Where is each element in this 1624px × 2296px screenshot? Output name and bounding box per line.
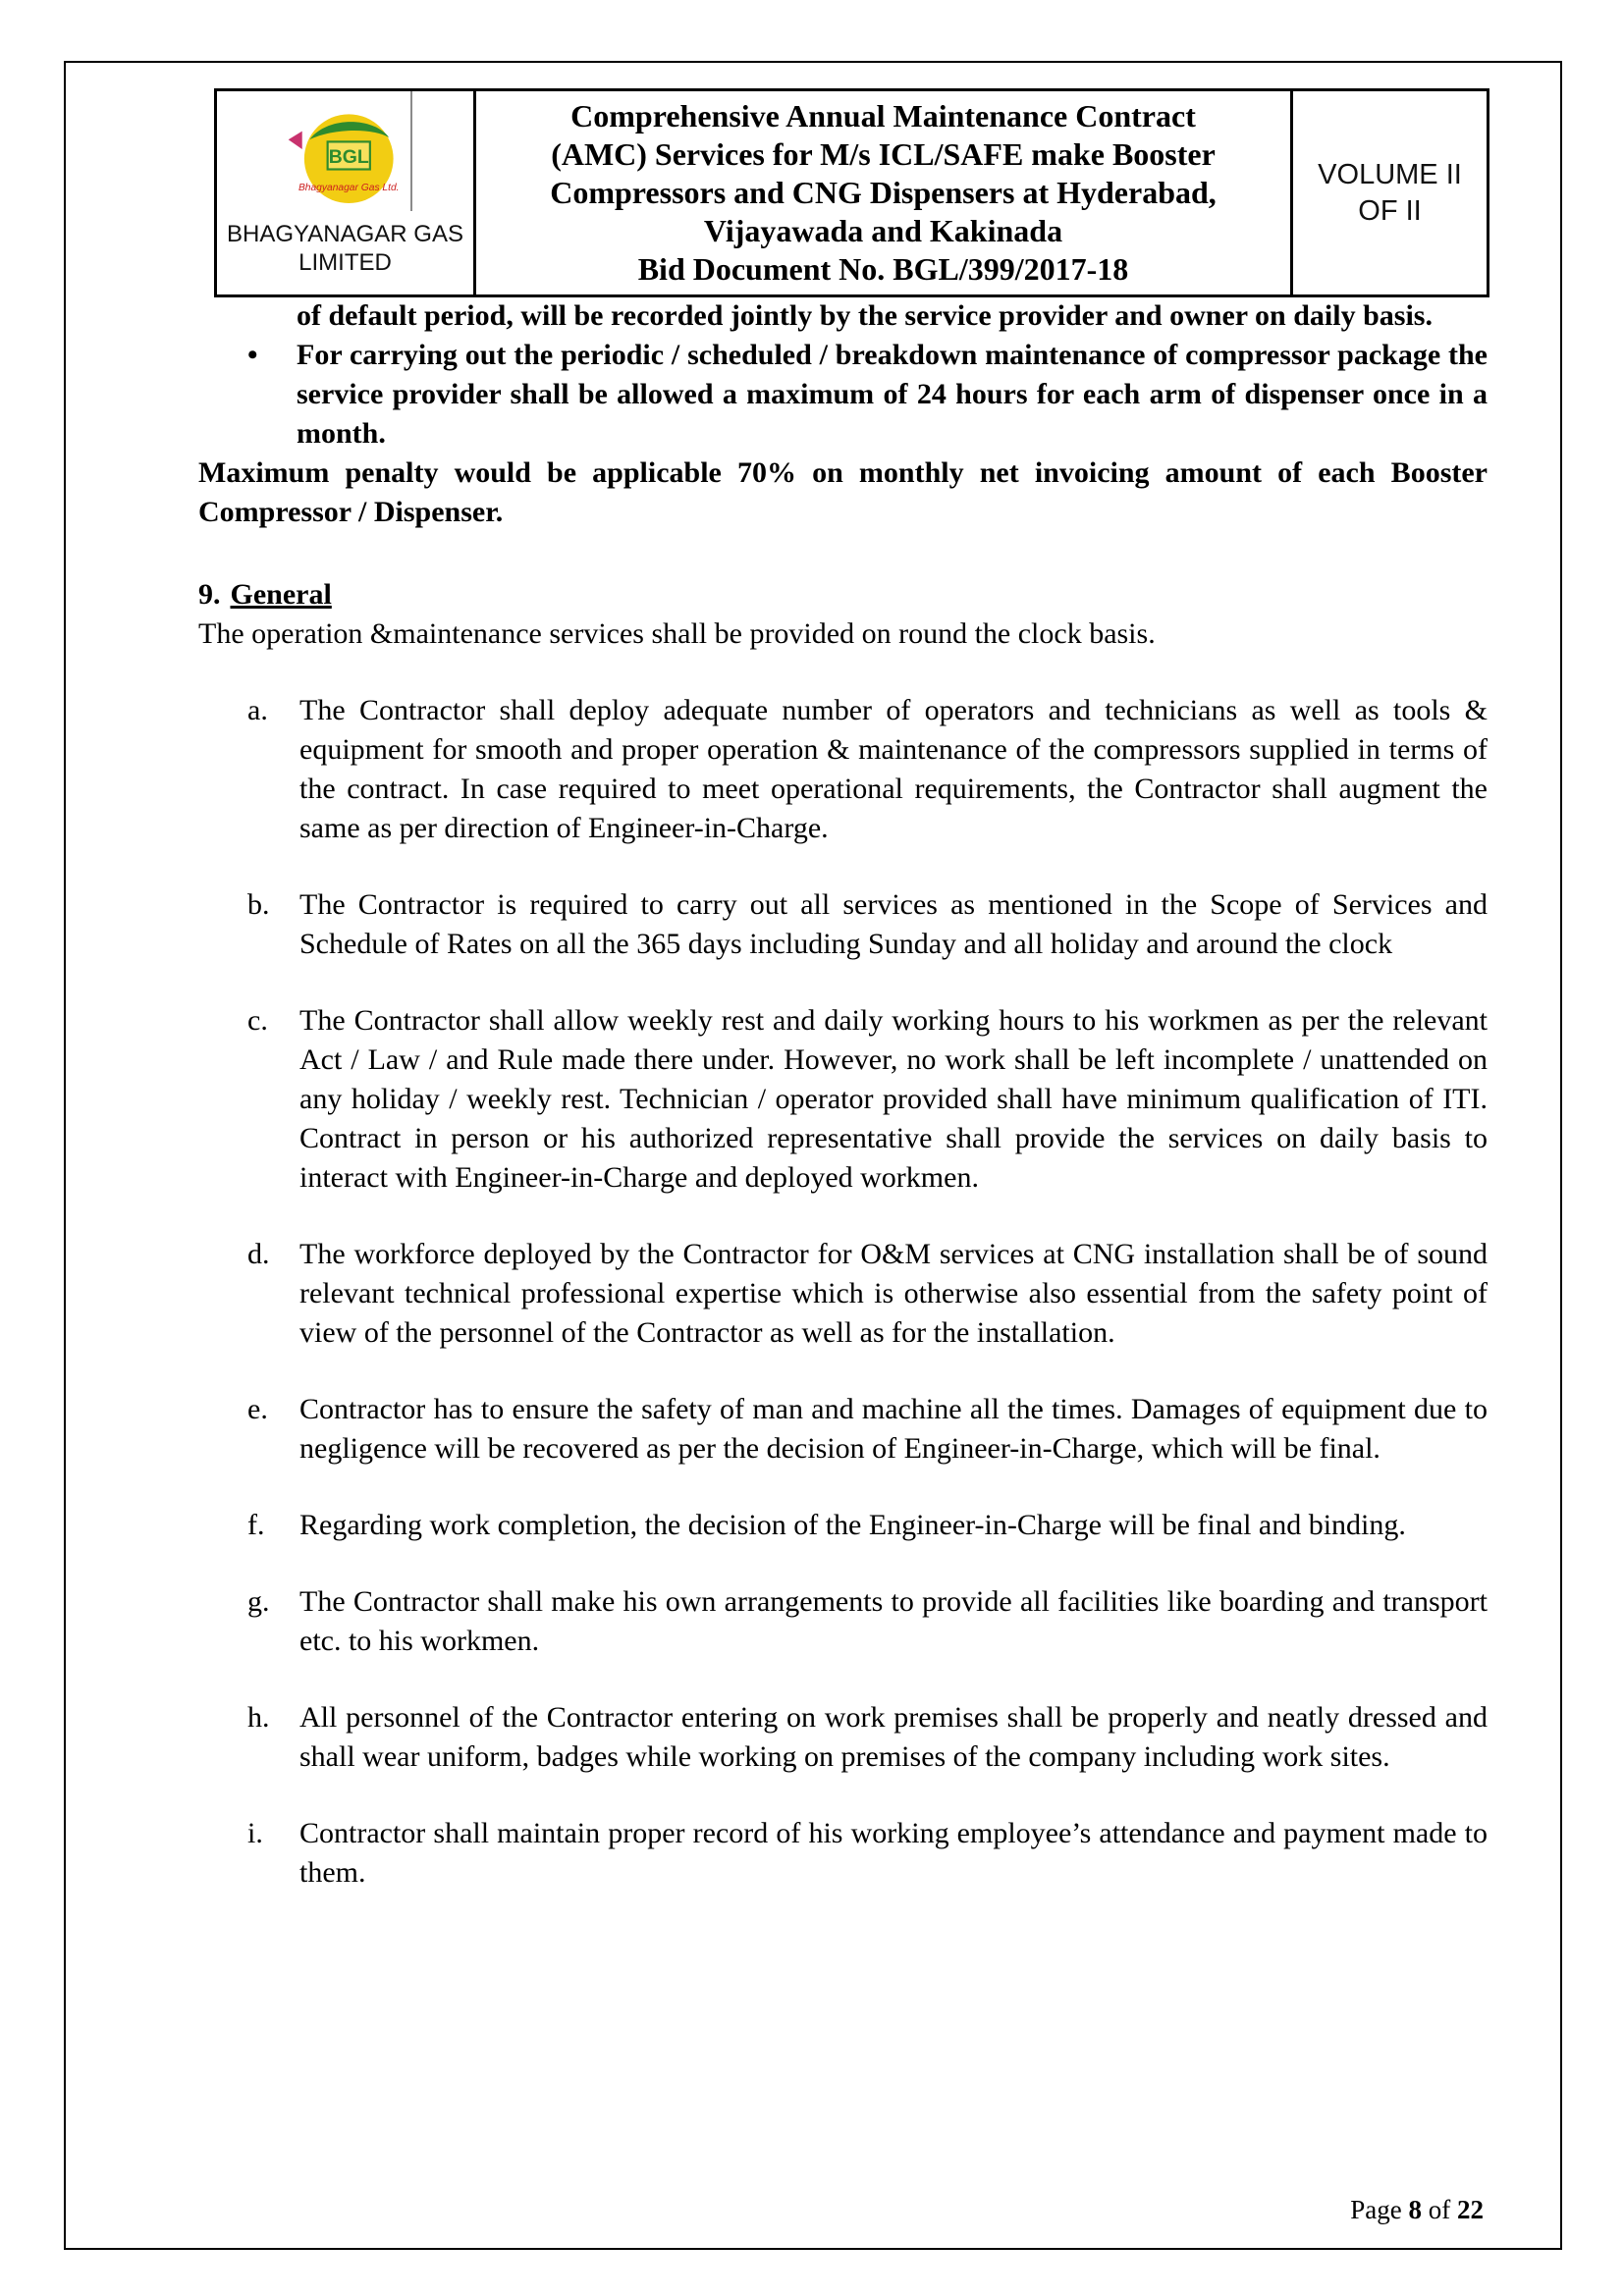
list-item-e	[198, 1390, 1488, 1468]
continuation-paragraph: of default period, will be recorded jointly by the service provider and owner on daily basis.	[297, 299, 1433, 332]
volume-line-1: VOLUME II	[1318, 158, 1462, 190]
document-body	[198, 296, 1488, 1893]
section-intro: The operation &maintenance services shall be provided on round the clock basis.	[198, 617, 1156, 650]
logo-cell	[216, 90, 475, 296]
header-divider	[410, 91, 412, 211]
company-name-line2: LIMITED	[298, 248, 392, 276]
list-letter: i.	[247, 1817, 263, 1849]
page-footer	[1350, 2193, 1484, 2226]
list-letter: a.	[247, 694, 268, 726]
list-text: The Contractor is required to carry out all services as mentioned in the Scope of Services and Schedule of Rates on all the 365 days including Sunday and all holiday and around the clock	[299, 888, 1488, 960]
list-text: The Contractor shall deploy adequate number of operators and technicians as well as tools & equipment for smooth and proper operation & maintenance of the compressors supplied in terms of the contract. In case required to meet operational requirements, the Contractor shall augment the same as per direction of Engineer-in-Charge.	[299, 694, 1488, 844]
list-text: Regarding work completion, the decision of the Engineer-in-Charge will be final and binding.	[299, 1509, 1406, 1541]
bullet-text: For carrying out the periodic / scheduled / breakdown maintenance of compressor package the service provider shall be allowed a maximum of 24 hours for each arm of dispenser once in a month.	[297, 339, 1488, 450]
footer-page-word: Page	[1350, 2195, 1402, 2224]
section-number: 9.	[198, 578, 221, 611]
list-item-d	[198, 1235, 1488, 1353]
list-item-a	[198, 691, 1488, 848]
company-name-line1: BHAGYANAGAR GAS	[227, 220, 463, 247]
title-line-2: (AMC) Services for M/s ICL/SAFE make Booster	[551, 136, 1216, 172]
title-line-1: Comprehensive Annual Maintenance Contract	[570, 98, 1196, 133]
list-item-b	[198, 885, 1488, 964]
list-text: The Contractor shall make his own arrangements to provide all facilities like boarding and transport etc. to his workmen.	[299, 1585, 1488, 1657]
footer-page-number: 8	[1408, 2195, 1422, 2224]
list-text: Contractor has to ensure the safety of man and machine all the times. Damages of equipment due to negligence will be recovered as per the decision of Engineer-in-Charge, which will be final.	[299, 1393, 1488, 1465]
volume-line-2: OF II	[1358, 194, 1422, 227]
list-letter: g.	[247, 1585, 270, 1618]
list-item-h	[198, 1698, 1488, 1777]
logo-acronym: BGL	[328, 145, 369, 168]
footer-total-pages: 22	[1457, 2195, 1484, 2224]
list-letter: f.	[247, 1509, 265, 1541]
list-letter: d.	[247, 1238, 270, 1270]
penalty-paragraph: Maximum penalty would be applicable 70% on monthly net invoicing amount of each Booster Compressor / Dispenser.	[198, 456, 1488, 528]
page-border	[64, 61, 1562, 2250]
section-title: General	[230, 578, 332, 611]
company-name	[225, 220, 465, 277]
list-text: The Contractor shall allow weekly rest and daily working hours to his workmen as per the relevant Act / Law / and Rule made there under. However, no work shall be left incomplete / unattended on any holiday / weekly rest. Technician / operator provided shall have minimum qualification of ITI. Contract in person or his authorized representative shall provide the services on daily basis to interact with Engineer-in-Charge and deployed workmen.	[299, 1004, 1488, 1194]
list-letter: e.	[247, 1393, 268, 1425]
header-table	[214, 88, 1489, 297]
list-item-i	[198, 1814, 1488, 1893]
list-letter: b.	[247, 888, 270, 921]
title-line-3: Compressors and CNG Dispensers at Hyderabad,	[550, 175, 1217, 210]
list-letter: c.	[247, 1004, 268, 1037]
list-text: All personnel of the Contractor entering on work premises shall be properly and neatly dressed and shall wear uniform, badges while working on premises of the company including work sites.	[299, 1701, 1488, 1773]
logo-brand-line: Bhagyanagar Gas Ltd.	[298, 182, 400, 193]
title-line-4: Vijayawada and Kakinada	[703, 213, 1063, 248]
document-title-cell	[475, 90, 1292, 296]
bullet-marker: •	[247, 339, 258, 371]
list-letter: h.	[247, 1701, 270, 1734]
list-item-g	[198, 1582, 1488, 1661]
volume-cell	[1292, 90, 1489, 296]
footer-of-word: of	[1428, 2195, 1451, 2224]
list-text: Contractor shall maintain proper record of his working employee’s attendance and payment made to them.	[299, 1817, 1488, 1889]
bid-document-number: Bid Document No. BGL/399/2017-18	[637, 251, 1129, 287]
list-item-c	[198, 1001, 1488, 1198]
bgl-logo-icon	[286, 110, 406, 216]
list-item-f	[198, 1506, 1488, 1545]
section-heading	[198, 575, 1488, 614]
list-text: The workforce deployed by the Contractor for O&M services at CNG installation shall be of sound relevant technical professional expertise which is otherwise also essential from the safety point of view of the personnel of the Contractor as well as for the installation.	[299, 1238, 1488, 1349]
bullet-item	[198, 336, 1488, 454]
